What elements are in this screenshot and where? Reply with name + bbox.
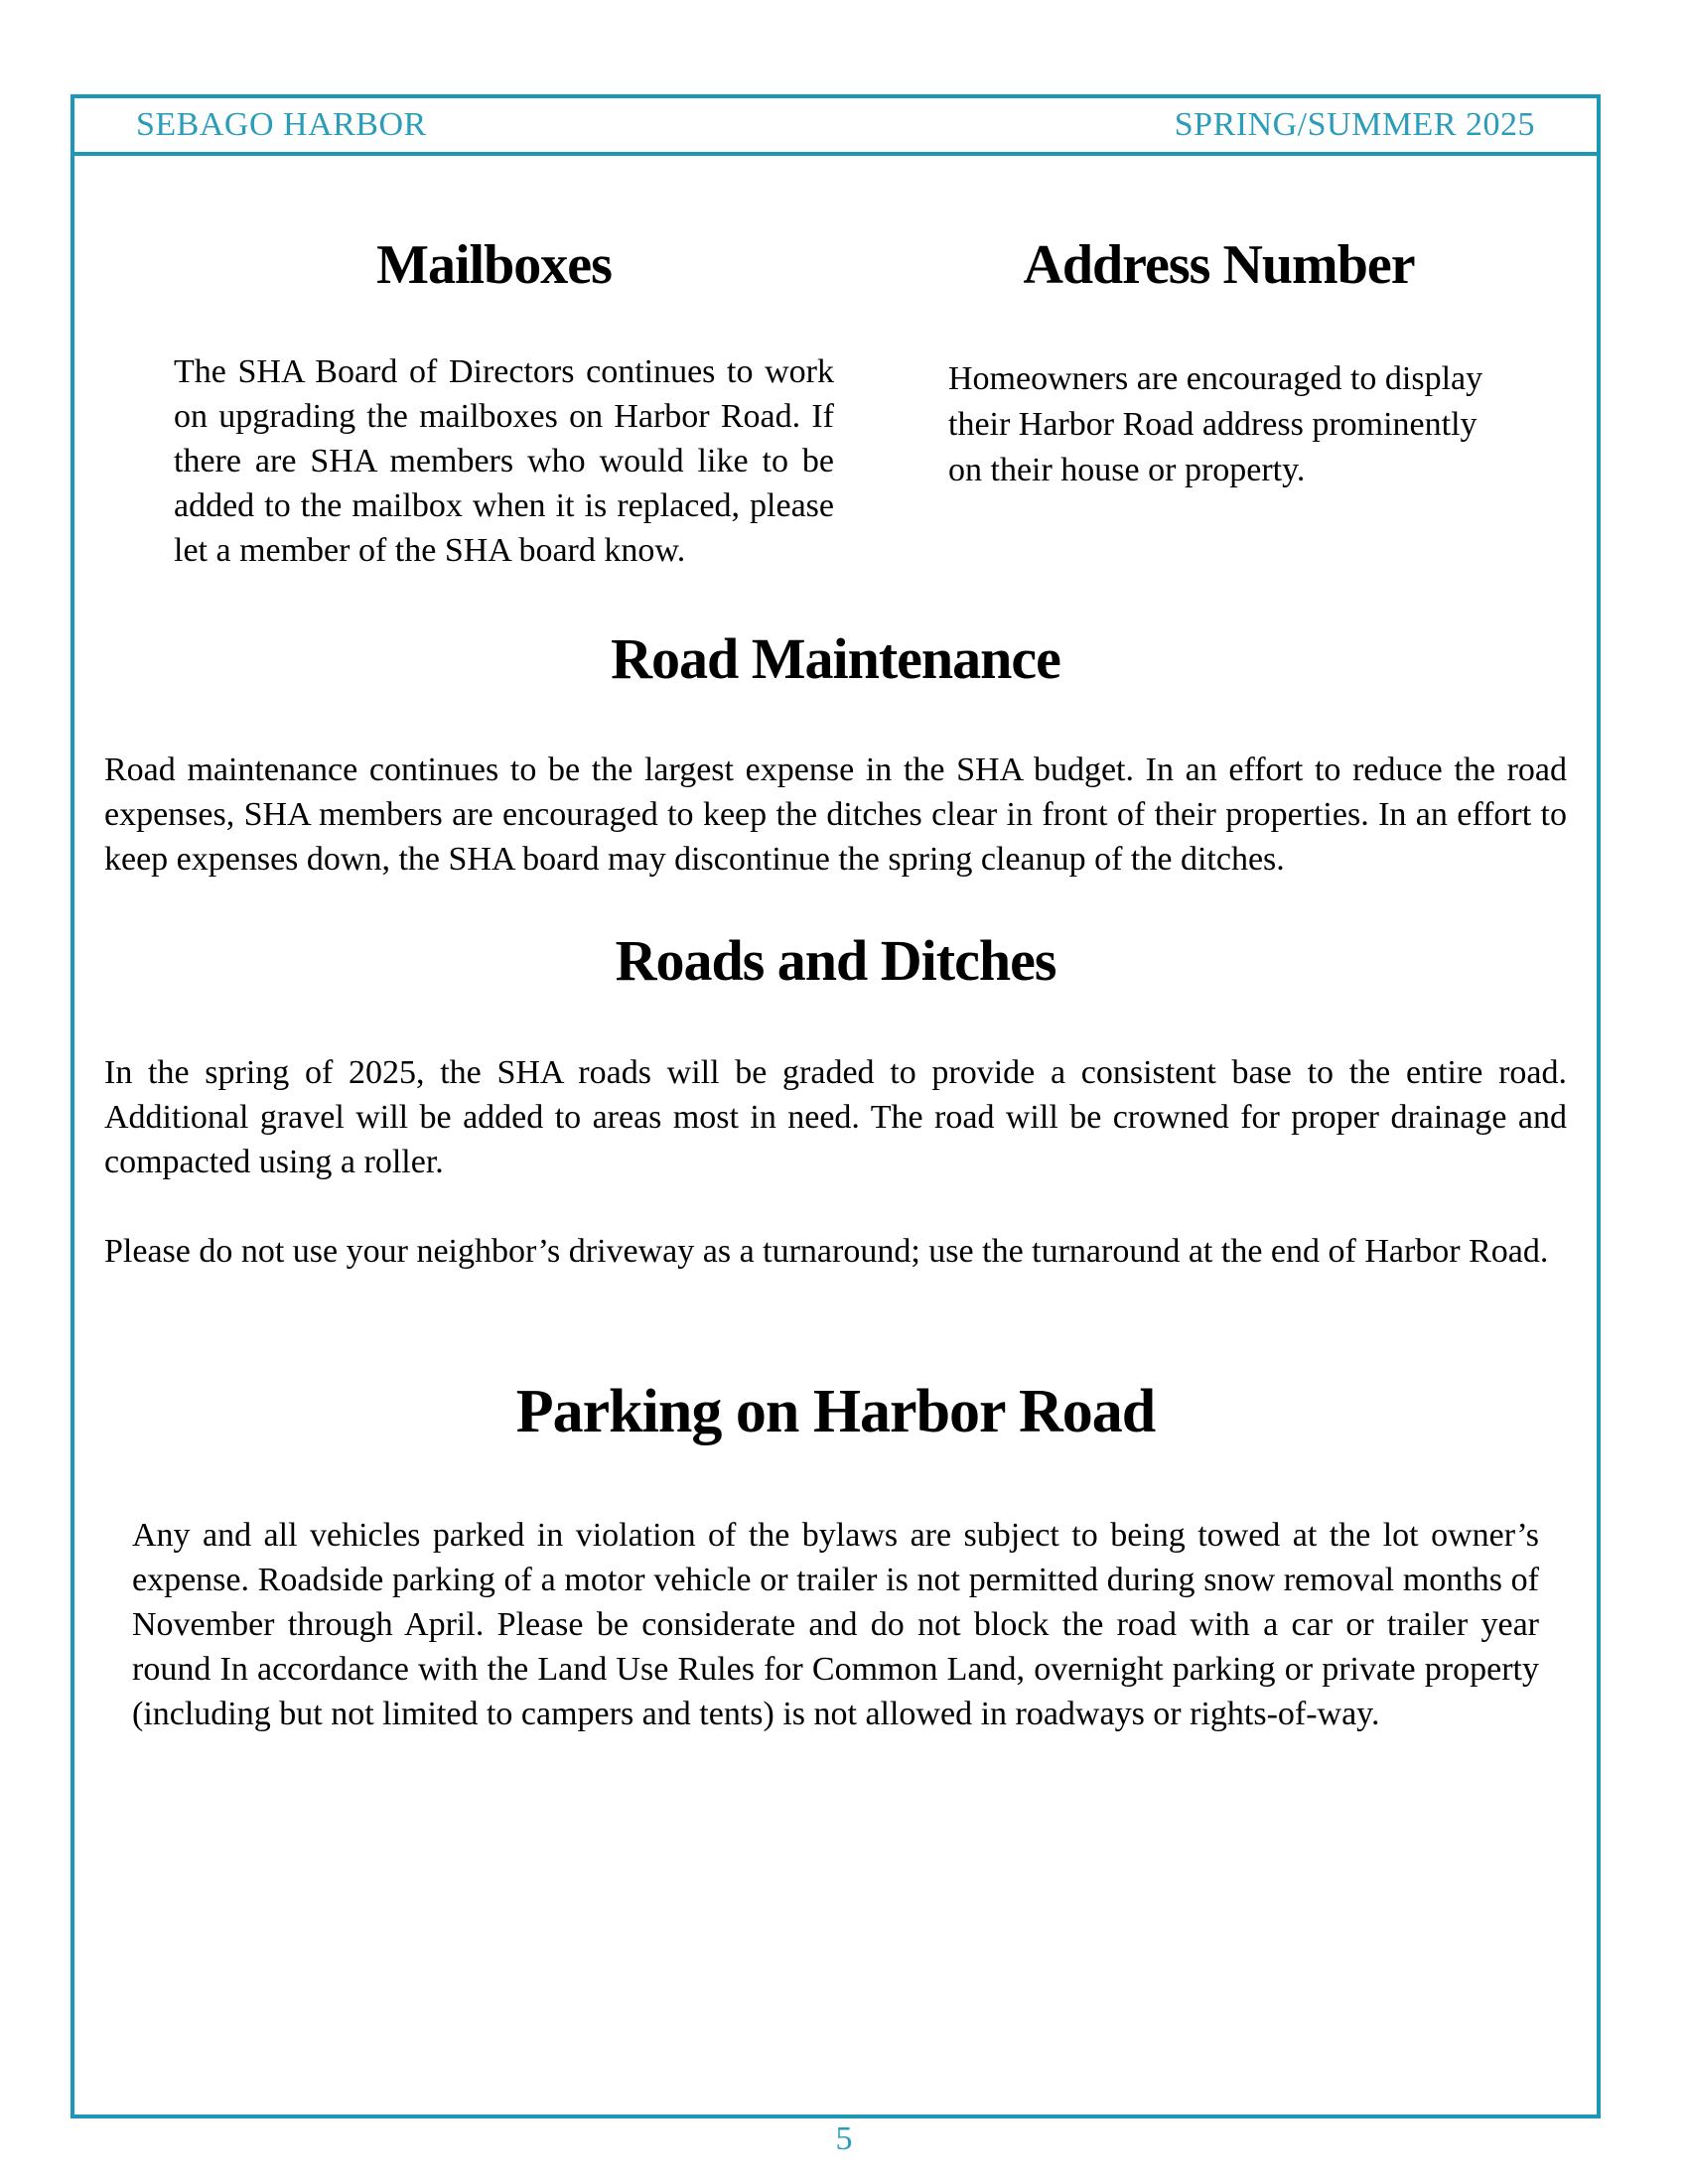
header-newsletter-title: SEBAGO HARBOR — [136, 106, 427, 143]
roads-and-ditches-paragraph-1: In the spring of 2025, the SHA roads will be graded to provide a consistent base to the entire road. Additional gravel will be added to areas most in need. The road will be crowned for proper drainage and compacted using a roller. — [104, 1054, 1567, 1181]
two-column-section — [104, 235, 1567, 573]
header-issue-date: SPRING/SUMMER 2025 — [1174, 106, 1535, 143]
mailboxes-heading: Mailboxes — [376, 234, 612, 296]
road-maintenance-heading: Road Maintenance — [611, 625, 1060, 691]
section-road-maintenance — [104, 627, 1567, 883]
roads-and-ditches-paragraph-2: Please do not use your neighbor’s driveway as a turnaround; use the turnaround at the end of Harbor Road. — [104, 1233, 1549, 1271]
page-number: 5 — [835, 2120, 853, 2157]
section-parking — [104, 1378, 1567, 1736]
parking-paragraph: Any and all vehicles parked in violation of the bylaws are subject to being towed at the lot owner’s expense. Roadside parking of a motor vehicle or trailer is not permitted during snow removal months of November through April. Please be considerate and do not block the road with a car or trailer year round In accordance with the Land Use Rules for Common Land, overnight parking or private property (including but not limited to campers and tents) is not allowed in roadways or rights-of-way. — [132, 1517, 1539, 1733]
page-header — [74, 98, 1597, 156]
parking-heading: Parking on Harbor Road — [515, 1378, 1156, 1446]
mailboxes-paragraph: The SHA Board of Directors continues to work on upgrading the mailboxes on Harbor Road. If there are SHA members who would like to be added to the mailbox when it is replaced, please let a member of the SHA board know. — [174, 352, 834, 569]
address-number-paragraph: Homeowners are encouraged to display their Harbor Road address prominently on their house or property. — [948, 359, 1483, 488]
page-content — [74, 235, 1597, 1736]
address-number-heading: Address Number — [1023, 234, 1415, 296]
section-roads-and-ditches — [104, 929, 1567, 1274]
section-mailboxes — [144, 235, 844, 573]
section-address-number — [948, 235, 1489, 573]
roads-and-ditches-heading: Roads and Ditches — [615, 928, 1056, 994]
page-border-frame — [70, 94, 1601, 2118]
road-maintenance-paragraph: Road maintenance continues to be the largest expense in the SHA budget. In an effort to reduce the road expenses, SHA members are encouraged to keep the ditches clear in front of their properties. In an effort to keep expenses down, the SHA board may discontinue the spring cleanup of the ditches. — [104, 751, 1567, 879]
